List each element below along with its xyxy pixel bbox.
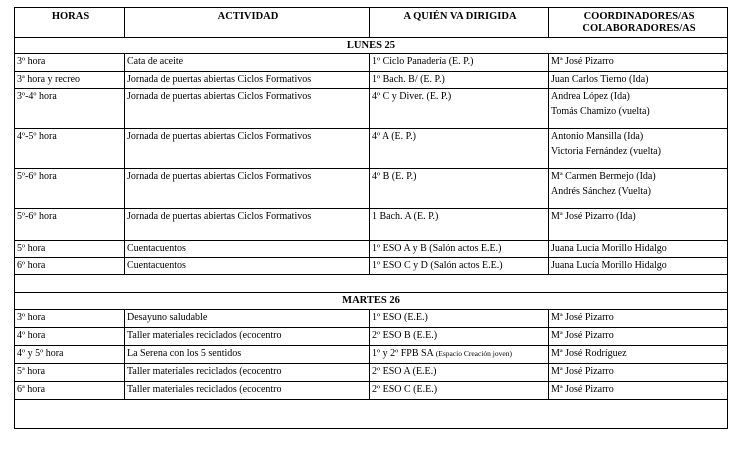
cell-coordinadores: Mª José Rodríguez (549, 346, 728, 364)
cell-coordinadores: Juana Lucía Morillo Hidalgo (549, 258, 728, 275)
cell-coordinadores (549, 89, 728, 129)
cell-horas: 5º-6º hora (15, 209, 125, 241)
coordinator-name: Victoria Fernández (vuelta) (551, 146, 661, 157)
cell-horas: 5º-6º hora (15, 169, 125, 209)
day-row-lunes (15, 38, 728, 54)
cell-dirigida: 1º Ciclo Panadería (E. P.) (370, 54, 549, 72)
cell-dirigida: 4º B (E. P.) (370, 169, 549, 209)
cell-coordinadores (549, 129, 728, 169)
cell-dirigida: 1º ESO (E.E.) (370, 310, 549, 328)
cell-horas: 3º hora (15, 54, 125, 72)
cell-horas: 4º y 5º hora (15, 346, 125, 364)
day-row-martes (15, 293, 728, 310)
table-row (15, 209, 728, 241)
dirigida-main: 1º y 2º FPB SA (372, 348, 436, 359)
cell-horas: 4º-5º hora (15, 129, 125, 169)
cell-coordinadores: Mª José Pizarro (549, 54, 728, 72)
cell-actividad: Jornada de puertas abiertas Ciclos Formativos (125, 169, 370, 209)
table-row (15, 328, 728, 346)
cell-horas: 6ª hora (15, 382, 125, 400)
cell-horas: 6º hora (15, 258, 125, 275)
cell-horas: 4º hora (15, 328, 125, 346)
cell-actividad: Cata de aceite (125, 54, 370, 72)
table-row (15, 258, 728, 275)
cell-actividad: Taller materiales reciclados (ecocentro (125, 364, 370, 382)
table-row (15, 129, 728, 169)
cell-coordinadores: Juana Lucía Morillo Hidalgo (549, 241, 728, 258)
cell-actividad: Taller materiales reciclados (ecocentro (125, 328, 370, 346)
cell-horas: 3º-4º hora (15, 89, 125, 129)
cell-dirigida: 2º ESO C (E.E.) (370, 382, 549, 400)
cell-actividad: Cuentacuentos (125, 241, 370, 258)
spacer-row (15, 400, 728, 429)
cell-dirigida (370, 346, 549, 364)
cell-coordinadores: Mª José Pizarro (549, 310, 728, 328)
cell-dirigida: 1º Bach. B/ (E. P.) (370, 72, 549, 89)
table-row (15, 72, 728, 89)
coordinator-name: Andrés Sánchez (Vuelta) (551, 186, 651, 197)
cell-dirigida: 1º ESO C y D (Salón actos E.E.) (370, 258, 549, 275)
cell-coordinadores: Mª José Pizarro (549, 328, 728, 346)
cell-coordinadores (549, 169, 728, 209)
coordinator-name: Andrea López (Ida) (551, 91, 630, 102)
cell-dirigida: 4º C y Diver. (E. P.) (370, 89, 549, 129)
cell-actividad: Taller materiales reciclados (ecocentro (125, 382, 370, 400)
header-actividad: ACTIVIDAD (125, 8, 370, 38)
cell-coordinadores: Mª José Pizarro (549, 364, 728, 382)
cell-dirigida: 2º ESO B (E.E.) (370, 328, 549, 346)
table-row (15, 89, 728, 129)
cell-horas: 5º hora (15, 241, 125, 258)
day-title-martes: MARTES 26 (15, 293, 728, 310)
coordinator-name: Antonio Mansilla (Ida) (551, 131, 644, 142)
empty-cell (15, 400, 728, 429)
table-row (15, 241, 728, 258)
table-row (15, 169, 728, 209)
table-row (15, 54, 728, 72)
cell-horas: 3ª hora y recreo (15, 72, 125, 89)
header-coord-line1: COORDINADORES/AS (583, 11, 695, 22)
table-row (15, 310, 728, 328)
cell-dirigida: 2º ESO A (E.E.) (370, 364, 549, 382)
cell-actividad: Jornada de puertas abiertas Ciclos Formativos (125, 89, 370, 129)
table-row (15, 364, 728, 382)
cell-coordinadores: Mª José Pizarro (Ida) (549, 209, 728, 241)
header-horas: HORAS (15, 8, 125, 38)
cell-horas: 5ª hora (15, 364, 125, 382)
day-title-lunes: LUNES 25 (15, 38, 728, 54)
schedule-table (14, 7, 728, 429)
cell-actividad: Jornada de puertas abiertas Ciclos Formativos (125, 209, 370, 241)
header-coordinadores (549, 8, 728, 38)
cell-coordinadores: Juan Carlos Tierno (Ida) (549, 72, 728, 89)
cell-actividad: Jornada de puertas abiertas Ciclos Formativos (125, 129, 370, 169)
table-row (15, 346, 728, 364)
header-coord-line2: COLABORADORES/AS (582, 23, 696, 34)
empty-cell (15, 275, 728, 293)
cell-dirigida: 1 Bach. A (E. P.) (370, 209, 549, 241)
cell-actividad: Desayuno saludable (125, 310, 370, 328)
dirigida-location: (Espacio Creación joven) (435, 349, 512, 358)
cell-horas: 3º hora (15, 310, 125, 328)
spacer-row (15, 275, 728, 293)
coordinator-name: Tomás Chamizo (vuelta) (551, 106, 650, 117)
cell-dirigida: 4º A (E. P.) (370, 129, 549, 169)
cell-actividad: Jornada de puertas abiertas Ciclos Formativos (125, 72, 370, 89)
cell-dirigida: 1º ESO A y B (Salón actos E.E.) (370, 241, 549, 258)
coordinator-name: Mª Carmen Bermejo (Ida) (551, 171, 656, 182)
table-row (15, 382, 728, 400)
cell-actividad: La Serena con los 5 sentidos (125, 346, 370, 364)
cell-coordinadores: Mª José Pizarro (549, 382, 728, 400)
cell-actividad: Cuentacuentos (125, 258, 370, 275)
header-row (15, 8, 728, 38)
header-dirigida: A QUIÉN VA DIRIGIDA (370, 8, 549, 38)
